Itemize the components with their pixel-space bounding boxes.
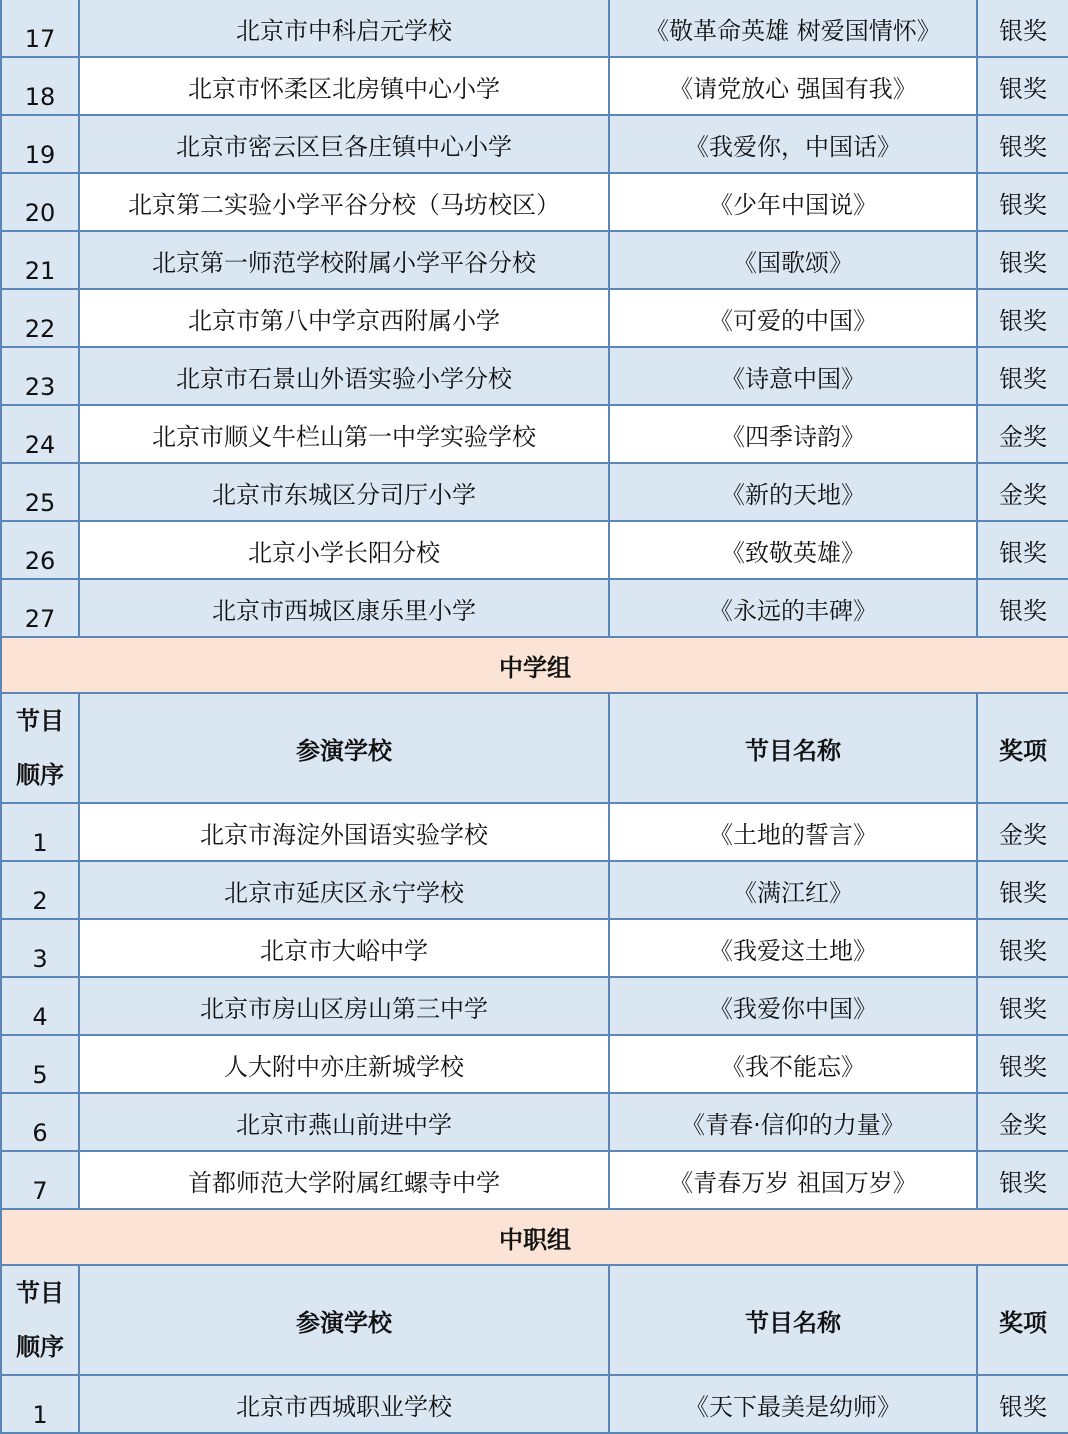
school-name: 北京市顺义牛栏山第一中学实验学校 [79, 405, 609, 463]
school-name: 北京市密云区巨各庄镇中心小学 [79, 115, 609, 173]
school-name: 北京第二实验小学平谷分校（马坊校区） [79, 173, 609, 231]
program-number: 17 [1, 0, 79, 57]
award-value: 金奖 [977, 1093, 1068, 1151]
table-row [1, 173, 1068, 231]
program-name: 《永远的丰碑》 [609, 579, 977, 637]
program-name: 《少年中国说》 [609, 173, 977, 231]
program-number: 18 [1, 57, 79, 115]
program-number: 21 [1, 231, 79, 289]
table-row [1, 1093, 1068, 1151]
header-order-line2: 顺序 [16, 1333, 64, 1361]
award-value: 银奖 [977, 861, 1068, 919]
school-name: 北京市大峪中学 [79, 919, 609, 977]
table-row [1, 1035, 1068, 1093]
award-value: 银奖 [977, 1035, 1068, 1093]
section-title: 中职组 [1, 1209, 1068, 1265]
program-name: 《青春·信仰的力量》 [609, 1093, 977, 1151]
program-name: 《请党放心 强国有我》 [609, 57, 977, 115]
school-name: 人大附中亦庄新城学校 [79, 1035, 609, 1093]
award-value: 银奖 [977, 347, 1068, 405]
table-row [1, 57, 1068, 115]
program-number: 5 [1, 1035, 79, 1093]
program-name: 《天下最美是幼师》 [609, 1375, 977, 1433]
program-number: 2 [1, 861, 79, 919]
program-name: 《新的天地》 [609, 463, 977, 521]
program-number: 20 [1, 173, 79, 231]
program-number: 3 [1, 919, 79, 977]
header-school: 参演学校 [79, 1265, 609, 1375]
program-name: 《可爱的中国》 [609, 289, 977, 347]
table-row [1, 861, 1068, 919]
award-value: 银奖 [977, 521, 1068, 579]
award-value: 银奖 [977, 977, 1068, 1035]
program-name: 《土地的誓言》 [609, 803, 977, 861]
header-order-line1: 节目 [16, 707, 64, 735]
section-title: 中学组 [1, 637, 1068, 693]
award-value: 银奖 [977, 115, 1068, 173]
program-name: 《满江红》 [609, 861, 977, 919]
school-name: 北京市房山区房山第三中学 [79, 977, 609, 1035]
award-value: 金奖 [977, 803, 1068, 861]
table-row [1, 115, 1068, 173]
program-name: 《致敬英雄》 [609, 521, 977, 579]
header-program-order [1, 693, 79, 803]
school-name: 北京市中科启元学校 [79, 0, 609, 57]
header-program-name: 节目名称 [609, 1265, 977, 1375]
school-name: 北京市东城区分司厅小学 [79, 463, 609, 521]
section-vocational [1, 1209, 1068, 1265]
program-number: 6 [1, 1093, 79, 1151]
award-value: 银奖 [977, 919, 1068, 977]
table-row [1, 1375, 1068, 1433]
program-number: 4 [1, 977, 79, 1035]
header-program-order [1, 1265, 79, 1375]
program-number: 24 [1, 405, 79, 463]
table-row [1, 579, 1068, 637]
table-row [1, 521, 1068, 579]
program-name: 《我爱你中国》 [609, 977, 977, 1035]
school-name: 北京市海淀外国语实验学校 [79, 803, 609, 861]
school-name: 首都师范大学附属红螺寺中学 [79, 1151, 609, 1209]
column-header-row [1, 693, 1068, 803]
table-row [1, 347, 1068, 405]
column-header-row [1, 1265, 1068, 1375]
program-number: 27 [1, 579, 79, 637]
award-value: 银奖 [977, 289, 1068, 347]
program-number: 22 [1, 289, 79, 347]
table-row [1, 463, 1068, 521]
award-value: 金奖 [977, 405, 1068, 463]
table-row [1, 289, 1068, 347]
header-order-line2: 顺序 [16, 761, 64, 789]
program-number: 23 [1, 347, 79, 405]
award-value: 银奖 [977, 231, 1068, 289]
awards-table-body [1, 0, 1068, 1433]
program-number: 25 [1, 463, 79, 521]
table-row [1, 405, 1068, 463]
header-school: 参演学校 [79, 693, 609, 803]
table-row [1, 1151, 1068, 1209]
program-name: 《青春万岁 祖国万岁》 [609, 1151, 977, 1209]
program-number: 19 [1, 115, 79, 173]
award-value: 银奖 [977, 0, 1068, 57]
table-row [1, 803, 1068, 861]
school-name: 北京市怀柔区北房镇中心小学 [79, 57, 609, 115]
program-name: 《我爱你，中国话》 [609, 115, 977, 173]
school-name: 北京市西城区康乐里小学 [79, 579, 609, 637]
school-name: 北京市燕山前进中学 [79, 1093, 609, 1151]
program-name: 《国歌颂》 [609, 231, 977, 289]
program-number: 1 [1, 803, 79, 861]
program-name: 《敬革命英雄 树爱国情怀》 [609, 0, 977, 57]
program-name: 《四季诗韵》 [609, 405, 977, 463]
section-middle-school [1, 637, 1068, 693]
school-name: 北京市延庆区永宁学校 [79, 861, 609, 919]
program-name: 《诗意中国》 [609, 347, 977, 405]
program-name: 《我不能忘》 [609, 1035, 977, 1093]
program-number: 7 [1, 1151, 79, 1209]
school-name: 北京小学长阳分校 [79, 521, 609, 579]
header-program-name: 节目名称 [609, 693, 977, 803]
header-order-line1: 节目 [16, 1279, 64, 1307]
header-award: 奖项 [977, 693, 1068, 803]
award-value: 银奖 [977, 1151, 1068, 1209]
table-row [1, 231, 1068, 289]
table-row [1, 919, 1068, 977]
program-name: 《我爱这土地》 [609, 919, 977, 977]
award-value: 银奖 [977, 579, 1068, 637]
award-value: 银奖 [977, 57, 1068, 115]
school-name: 北京市第八中学京西附属小学 [79, 289, 609, 347]
program-number: 26 [1, 521, 79, 579]
award-value: 银奖 [977, 1375, 1068, 1433]
award-value: 金奖 [977, 463, 1068, 521]
table-row [1, 977, 1068, 1035]
school-name: 北京市西城职业学校 [79, 1375, 609, 1433]
school-name: 北京市石景山外语实验小学分校 [79, 347, 609, 405]
table-row [1, 0, 1068, 57]
school-name: 北京第一师范学校附属小学平谷分校 [79, 231, 609, 289]
program-number: 1 [1, 1375, 79, 1433]
award-value: 银奖 [977, 173, 1068, 231]
header-award: 奖项 [977, 1265, 1068, 1375]
